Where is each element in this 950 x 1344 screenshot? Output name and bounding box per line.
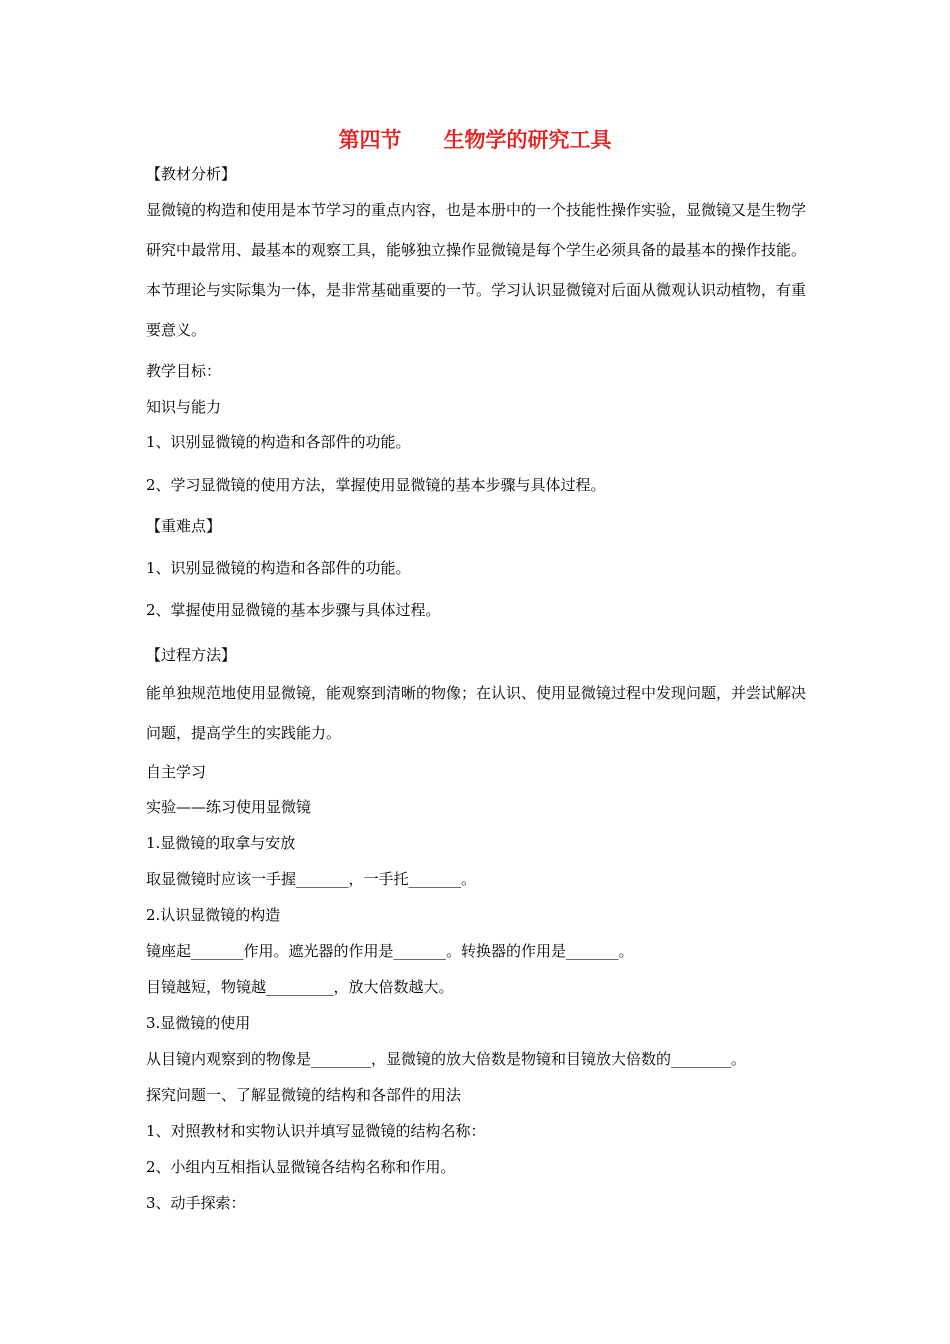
process-heading: 【过程方法】 bbox=[146, 646, 237, 664]
list-item: 1、对照教材和实物认识并填写显微镜的结构名称： bbox=[146, 1122, 486, 1140]
knowledge-item: 1、识别显微镜的构造和各部件的功能。 bbox=[146, 433, 411, 451]
page-title: 第四节 生物学的研究工具 bbox=[338, 128, 612, 152]
list-item: 2.认识显微镜的构造 bbox=[146, 906, 281, 924]
key-points-item: 1、识别显微镜的构造和各部件的功能。 bbox=[146, 559, 411, 577]
list-item: 镜座起_______作用。遮光器的作用是_______。转换器的作用是_______。 bbox=[146, 942, 634, 960]
list-item: 目镜越短，物镜越_________，放大倍数越大。 bbox=[146, 978, 454, 996]
self-study-heading: 自主学习 bbox=[146, 763, 207, 781]
knowledge-heading: 知识与能力 bbox=[146, 398, 222, 416]
list-item: 2、小组内互相指认显微镜各结构名称和作用。 bbox=[146, 1158, 456, 1176]
goals-heading: 教学目标： bbox=[146, 362, 222, 380]
key-points-heading: 【重难点】 bbox=[146, 517, 222, 535]
analysis-paragraph: 显微镜的构造和使用是本节学习的重点内容，也是本册中的一个技能性操作实验，显微镜又是生物学研究中最常用、最基本的观察工具，能够独立操作显微镜是每个学生必须具备的最基本的操作技能。本节理论与实际集为一体，是非常基础重要的一节。学习认识显微镜对后面从微观认识动植物，有重要意义。 bbox=[146, 201, 807, 339]
key-points-item: 2、掌握使用显微镜的基本步骤与具体过程。 bbox=[146, 601, 441, 619]
process-paragraph: 能单独规范地使用显微镜，能观察到清晰的物像；在认识、使用显微镜过程中发现问题，并尝试解决问题，提高学生的实践能力。 bbox=[146, 684, 807, 742]
list-item: 3.显微镜的使用 bbox=[146, 1014, 251, 1032]
knowledge-item: 2、学习显微镜的使用方法，掌握使用显微镜的基本步骤与具体过程。 bbox=[146, 476, 606, 494]
list-item: 从目镜内观察到的物像是________，显微镜的放大倍数是物镜和目镜放大倍数的________。 bbox=[146, 1050, 747, 1068]
experiment-heading: 实验——练习使用显微镜 bbox=[146, 798, 312, 816]
list-item: 取显微镜时应该一手握_______，一手托_______。 bbox=[146, 870, 477, 888]
list-item: 1.显微镜的取拿与安放 bbox=[146, 834, 296, 852]
list-item: 探究问题一、了解显微镜的结构和各部件的用法 bbox=[146, 1086, 462, 1104]
analysis-heading: 【教材分析】 bbox=[146, 165, 237, 183]
list-item: 3、动手探索： bbox=[146, 1194, 246, 1212]
